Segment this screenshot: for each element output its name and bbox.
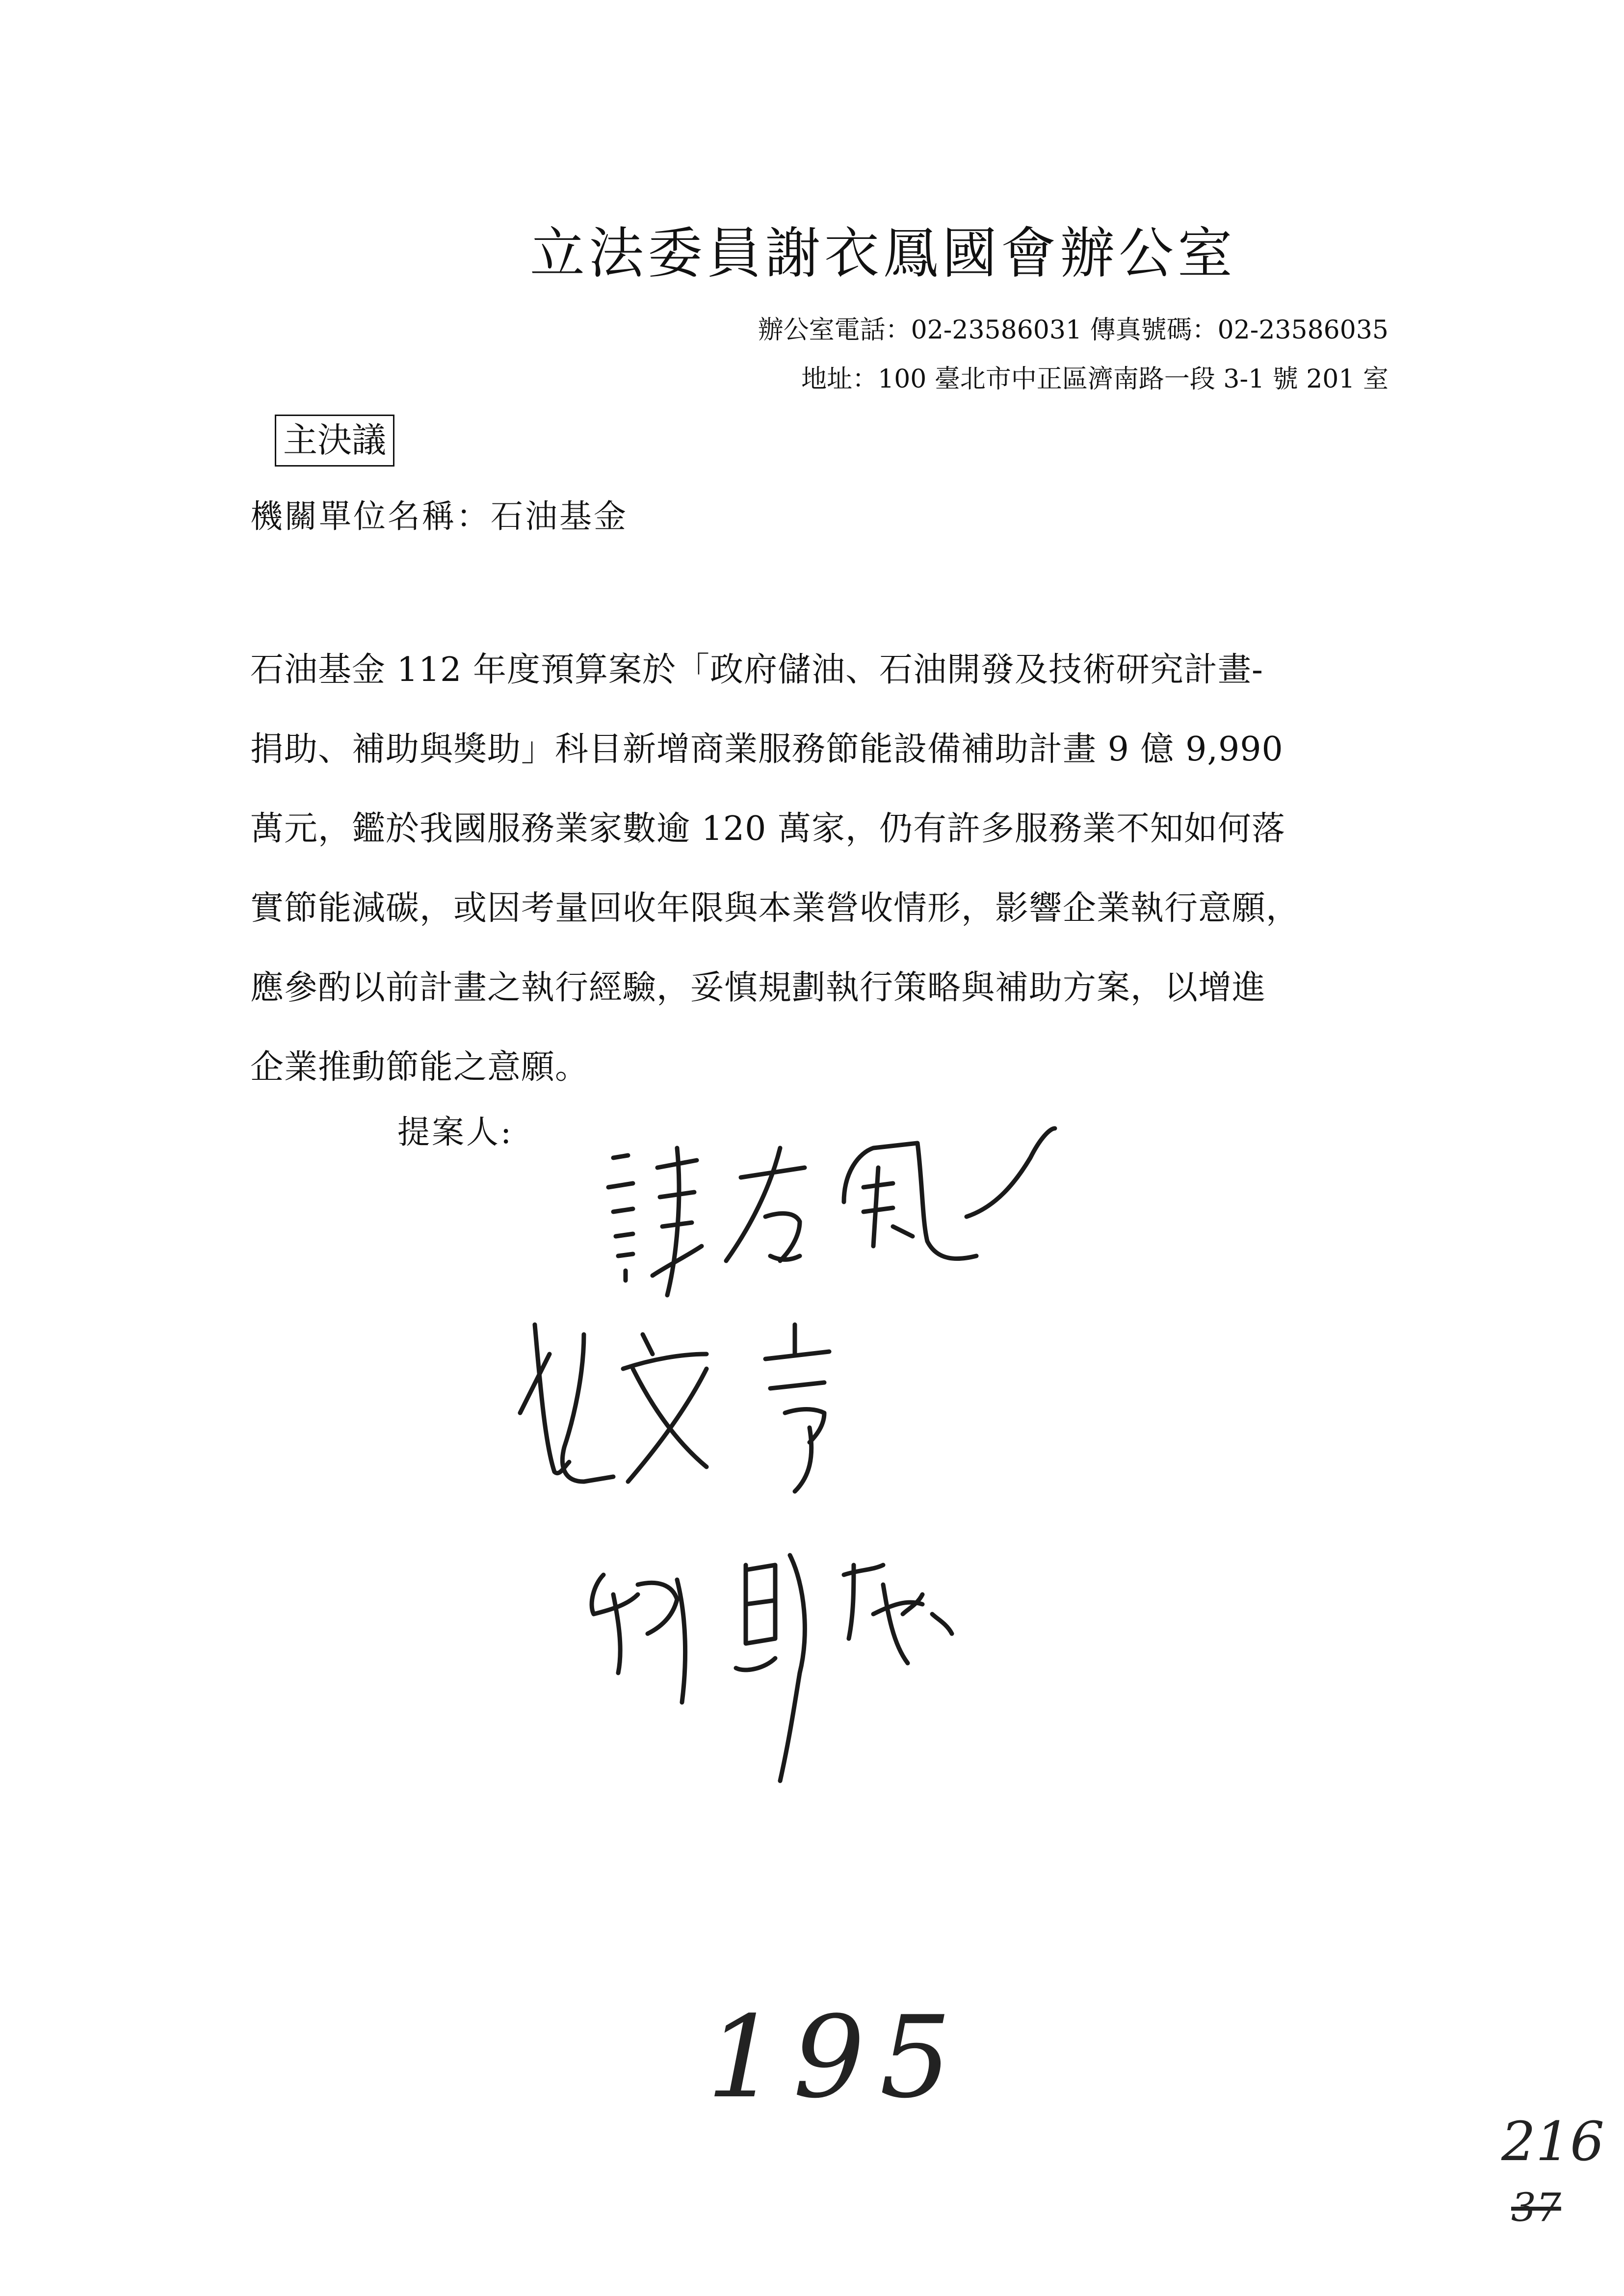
body-line: 實節能減碳，或因考量回收年限與本業營收情形，影響企業執行意願，: [250, 889, 1300, 928]
agency-line: 機關單位名稱：石油基金: [250, 497, 628, 535]
page-number: 195: [707, 1992, 966, 2123]
sheet-number: 216: [1501, 2110, 1604, 2173]
body-line: 捐助、補助與獎助」科目新增商業服務節能設備補助計畫 9 億 9,990: [250, 730, 1283, 769]
contact-line: 辦公室電話：02-23586031 傳真號碼：02-23586035: [758, 315, 1388, 345]
doc-type-label: 主決議: [275, 415, 394, 467]
address-line: 地址：100 臺北市中正區濟南路一段 3-1 號 201 室: [801, 365, 1388, 394]
sheet-number-alt: 37: [1511, 2185, 1561, 2230]
signature-2: [520, 1325, 829, 1491]
signature-3: [592, 1555, 952, 1781]
body-line: 石油基金 112 年度預算案於「政府儲油、石油開發及技術研究計畫-: [250, 651, 1263, 689]
signature-1: [608, 1128, 1055, 1295]
body-line: 企業推動節能之意願。: [250, 1048, 589, 1087]
body-line: 萬元，鑑於我國服務業家數逾 120 萬家，仍有許多服務業不知如何落: [250, 809, 1286, 848]
office-title: 立法委員謝衣鳳國會辦公室: [530, 222, 1236, 286]
proposer-label: 提案人:: [397, 1113, 514, 1151]
body-line: 應參酌以前計畫之執行經驗，妥慎規劃執行策略與補助方案，以增進: [250, 968, 1266, 1007]
